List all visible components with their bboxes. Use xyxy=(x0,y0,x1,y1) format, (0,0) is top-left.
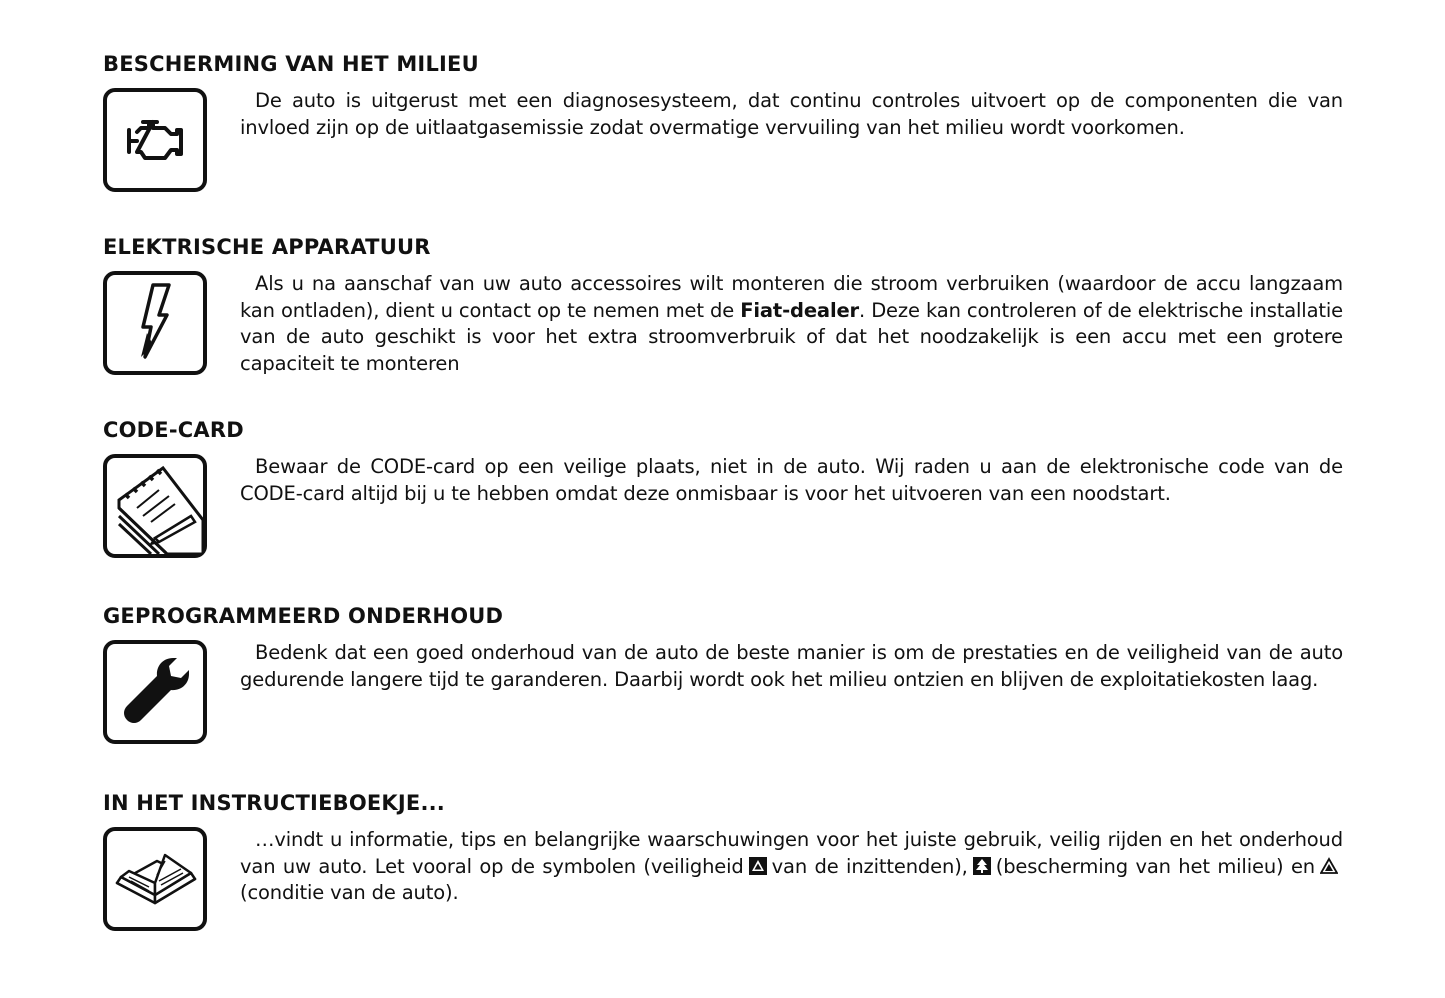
heading-code-card: CODE-CARD xyxy=(103,418,244,442)
lightning-icon xyxy=(103,271,207,375)
paragraph-maintenance xyxy=(240,640,1343,693)
section-environment xyxy=(103,49,1343,141)
wrench-icon xyxy=(103,640,207,744)
paragraph-code-card xyxy=(240,454,1343,507)
vehicle-condition-icon xyxy=(1320,856,1338,874)
paragraph-environment-text: De auto is uitgerust met een diagnosesysteem, dat continu controles uitvoert op de componenten die van invloed zijn op de uitlaatgasemissie zodat overmatige vervuiling van het milieu wordt voorkomen. xyxy=(240,89,1343,139)
paragraph-electrical-text-2: . Deze kan controleren of de elektrische installatie van de auto geschikt is voor het extra stroomverbruik of dat het noodzakelijk is een accu met een grotere capaciteit te monteren xyxy=(240,298,1343,375)
paragraph-electrical-text-1: Als u na aanschaf van uw auto accessoires wilt monteren die stroom verbruiken (waardoor de accu langzaam kan ontladen), dient u contact op te nemen met de xyxy=(240,272,1343,322)
fiat-dealer-bold: Fiat-dealer xyxy=(740,298,860,322)
safety-warning-icon xyxy=(749,856,767,874)
paragraph-manual-text-2: van de inzittenden), xyxy=(771,854,968,878)
paragraph-environment xyxy=(240,88,1343,141)
heading-environment: BESCHERMING VAN HET MILIEU xyxy=(103,52,479,76)
paragraph-manual-text-4: (conditie van de auto). xyxy=(240,881,459,904)
environment-icon xyxy=(973,856,991,874)
paragraph-manual xyxy=(240,827,1343,907)
heading-maintenance: GEPROGRAMMEERD ONDERHOUD xyxy=(103,604,504,628)
paragraph-maintenance-text: Bedenk dat een goed onderhoud van de auto de beste manier is om de prestaties en de veiligheid van de auto gedurende langere tijd te garanderen. Daarbij wordt ook het milieu ontzien en blijven de exploitatiekosten laag. xyxy=(240,641,1343,691)
heading-electrical: ELEKTRISCHE APPARATUUR xyxy=(103,235,431,259)
code-card-icon xyxy=(103,454,207,558)
section-electrical xyxy=(103,232,1343,377)
engine-icon xyxy=(103,88,207,192)
paragraph-code-card-text: Bewaar de CODE-card op een veilige plaats, niet in de auto. Wij raden u aan de elektronische code van de CODE-card altijd bij u te hebben omdat deze onmisbaar is voor het uitvoeren van een noodstart. xyxy=(240,455,1343,505)
paragraph-manual-text-3: (bescherming van het milieu) en xyxy=(995,854,1316,878)
section-manual xyxy=(103,788,1343,907)
section-maintenance xyxy=(103,601,1343,693)
paragraph-manual-text-1: …vindt u informatie, tips en belangrijke waarschuwingen voor het juiste gebruik, veilig rijden en het onderhoud van uw auto. Let vooral op de symbolen (veiligheid xyxy=(240,828,1343,878)
book-icon xyxy=(103,827,207,931)
heading-manual: IN HET INSTRUCTIEBOEKJE... xyxy=(103,791,445,815)
section-code-card xyxy=(103,415,1343,507)
paragraph-electrical xyxy=(240,271,1343,377)
